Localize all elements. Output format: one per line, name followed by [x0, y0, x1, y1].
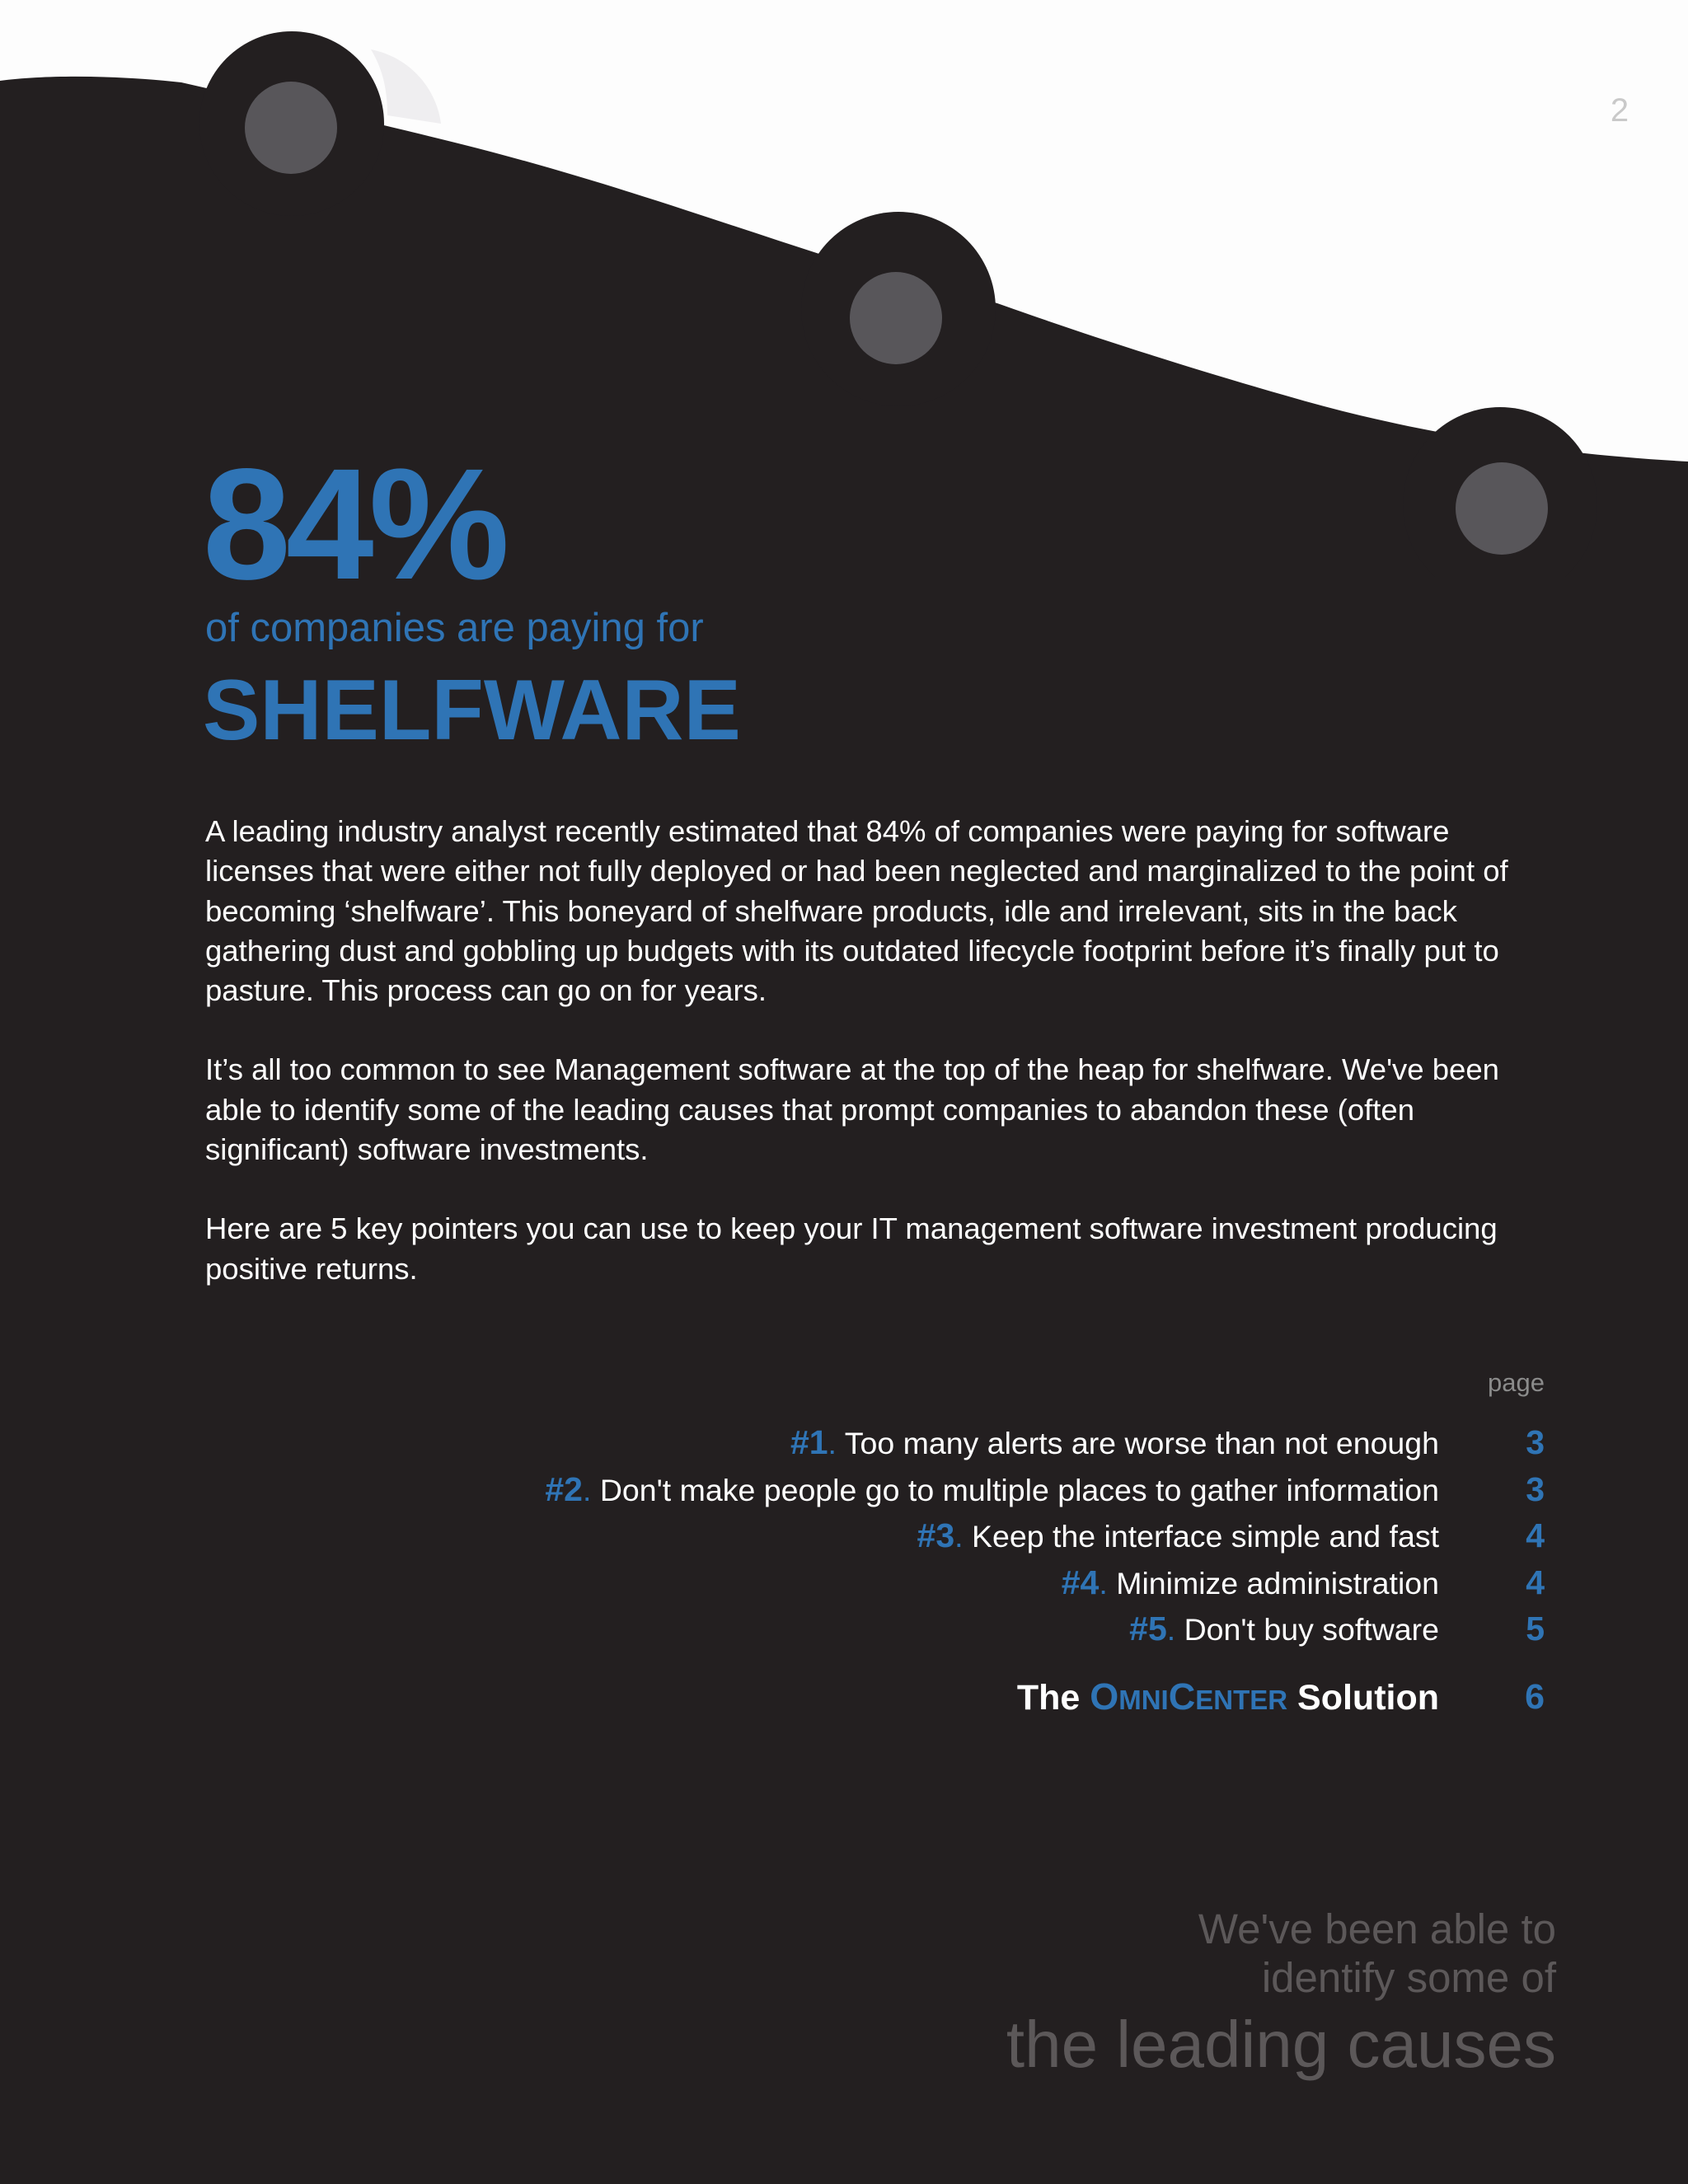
toc-item[interactable]: [247, 1605, 1550, 1652]
gray-circle-3: [1456, 462, 1548, 555]
brand-letter: O: [1090, 1675, 1119, 1718]
omnicenter-brand: [1090, 1675, 1288, 1718]
toc-solution-prefix: The: [1016, 1677, 1081, 1718]
toc-item-label: [790, 1419, 1439, 1466]
toc-item[interactable]: [247, 1466, 1550, 1513]
page-number: 2: [1610, 92, 1629, 129]
toc-solution-page: 6: [1525, 1676, 1545, 1717]
toc-item-text: Keep the interface simple and fast: [971, 1519, 1439, 1554]
toc-item[interactable]: [247, 1559, 1550, 1606]
toc-item-text: Minimize administration: [1116, 1565, 1439, 1601]
toc-item-label: [917, 1512, 1439, 1559]
toc-solution-suffix: Solution: [1297, 1677, 1439, 1718]
closing-line-3: the leading causes: [1006, 2008, 1556, 2082]
toc-item-page: 5: [1526, 1610, 1545, 1647]
toc-item-page: 3: [1526, 1423, 1545, 1461]
toc-item-label: [1062, 1559, 1439, 1606]
toc-item-page: 3: [1526, 1469, 1545, 1508]
toc-item-number: #5: [1129, 1610, 1167, 1647]
headline-subtitle: of companies are paying for: [205, 606, 704, 650]
toc-item-number: #3: [917, 1516, 955, 1554]
toc-solution-label: [1017, 1672, 1439, 1725]
body-paragraph-2: It’s all too common to see Management software at the top of the heap for shelfware. We've been able to identify some of the leading causes that prompt companies to abandon these (often significant) software investments.: [205, 1052, 1499, 1167]
toc-item-dot: .: [954, 1519, 964, 1554]
toc-item-number: #2: [545, 1469, 583, 1508]
headline-title: SHELFWARE: [203, 663, 741, 758]
closing-line-2: identify some of: [1261, 1953, 1556, 2001]
table-of-contents: [247, 1419, 1550, 1722]
body-copy: [205, 812, 1557, 1329]
toc-item-dot: .: [828, 1426, 837, 1460]
headline-percent: 84%: [203, 435, 505, 612]
gray-circle-2: [850, 272, 942, 364]
toc-item-label: [1129, 1605, 1439, 1652]
toc-item-number: #1: [790, 1423, 828, 1461]
brand-letters: MNI: [1118, 1684, 1169, 1715]
toc-item-label: [545, 1466, 1439, 1513]
brand-letters: ENTER: [1195, 1684, 1288, 1715]
toc-item-page: 4: [1526, 1563, 1545, 1601]
toc-item-dot: .: [582, 1472, 592, 1507]
toc-item-dot: .: [1166, 1612, 1176, 1647]
toc-item-number: #4: [1061, 1563, 1100, 1601]
toc-item-page: 4: [1526, 1516, 1545, 1554]
body-paragraph-1: A leading industry analyst recently estimated that 84% of companies were paying for software licenses that were either not fully deployed or had been neglected and marginalized to the point of becoming ‘shelfware’. This boneyard of shelfware products, idle and irrelevant, sits in the back gathering dust and gobbling up budgets with its outdated lifecycle footprint before it’s finally put to pasture. This process can go on for years.: [205, 814, 1508, 1008]
toc-item[interactable]: [247, 1512, 1550, 1559]
toc-item-text: Too many alerts are worse than not enough: [844, 1426, 1439, 1460]
toc-item-text: Don't buy software: [1184, 1612, 1439, 1647]
toc-item[interactable]: [247, 1419, 1550, 1466]
toc-item-text: Don't make people go to multiple places to gather information: [599, 1472, 1439, 1507]
body-paragraph-3: Here are 5 key pointers you can use to keep your IT management software investment producing positive returns.: [205, 1212, 1498, 1286]
brand-letter: C: [1168, 1675, 1196, 1718]
closing-line-1: We've been able to: [1198, 1905, 1556, 1952]
toc-item-dot: .: [1099, 1565, 1108, 1601]
closing-callout: [1006, 1905, 1556, 2083]
toc-page-header: page: [1488, 1368, 1545, 1397]
gray-circle-1: [245, 82, 337, 174]
toc-solution-item[interactable]: [247, 1672, 1550, 1722]
